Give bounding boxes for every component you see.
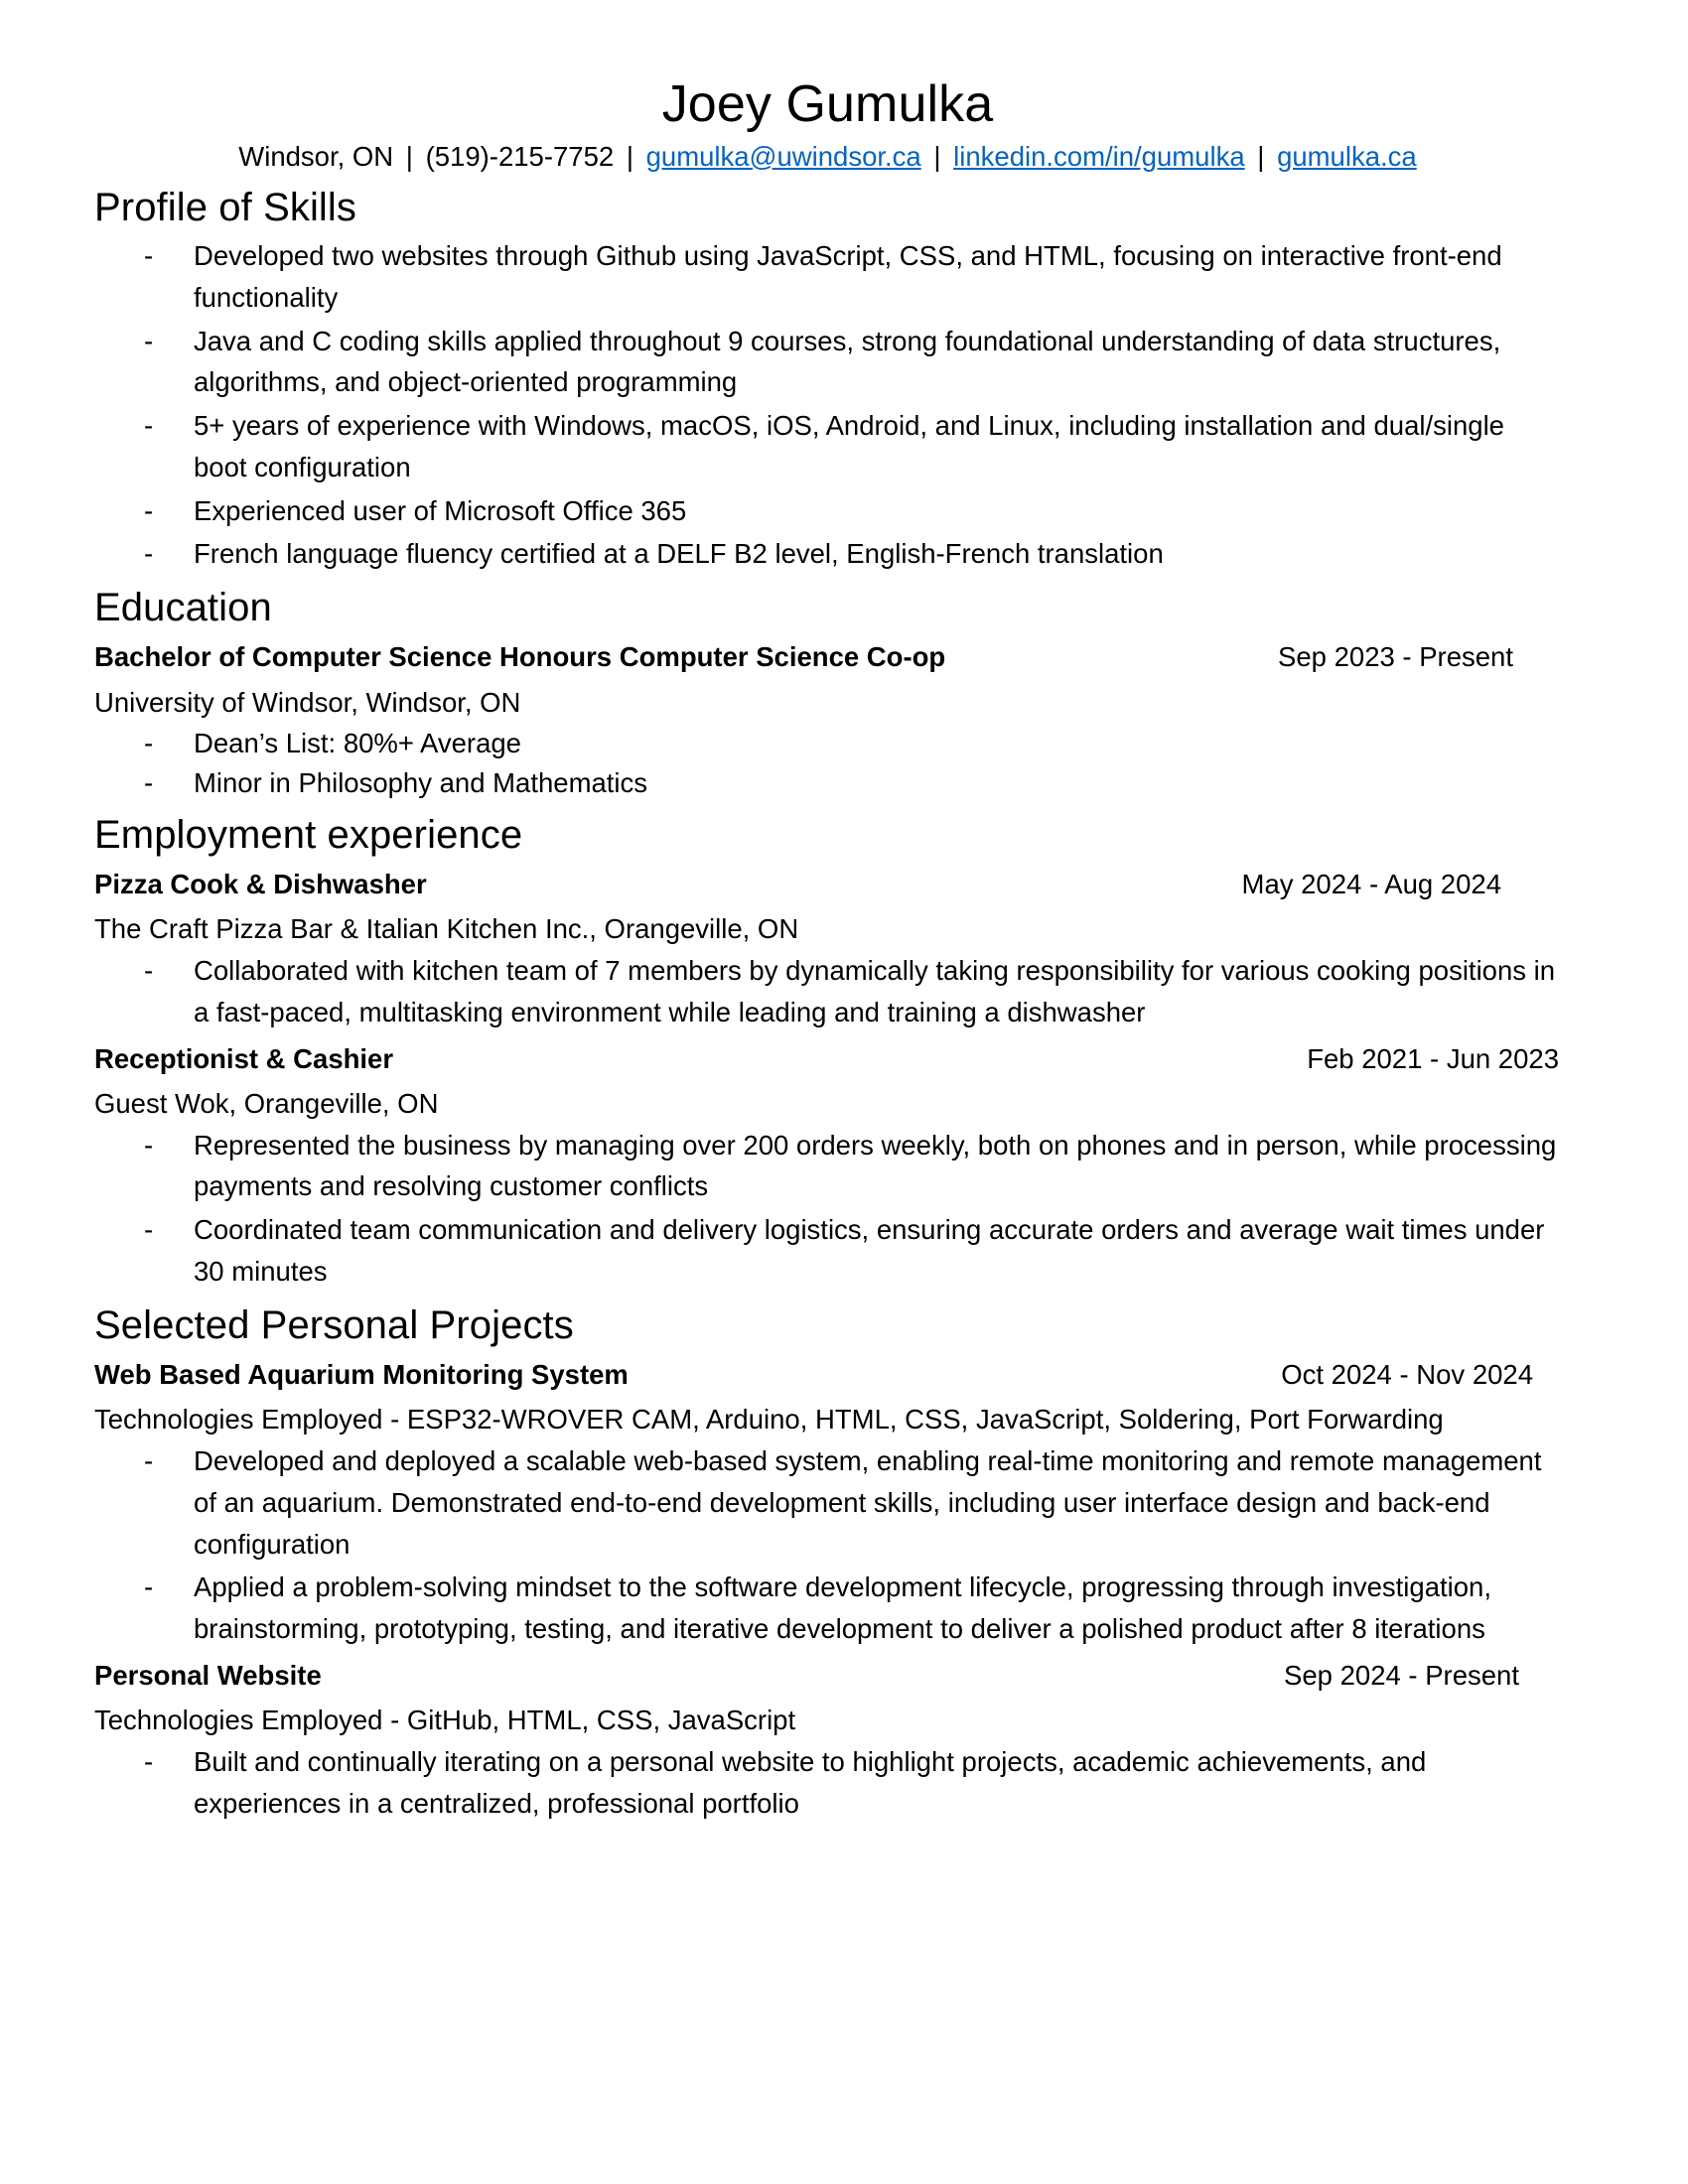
bullet-dash-icon: - bbox=[144, 1571, 154, 1603]
bullet-text: Java and C coding skills applied throughout 9 courses, strong foundational understanding of data structures, algorithms, and object-oriented programming bbox=[194, 325, 1501, 398]
bullet-text: French language fluency certified at a DELF B2 level, English-French translation bbox=[194, 538, 1164, 570]
section-heading-profile: Profile of Skills bbox=[94, 185, 357, 229]
employer-name: Guest Wok, Orangeville, ON bbox=[94, 1087, 439, 1119]
bullet-dash-icon: - bbox=[144, 538, 154, 570]
employment-entry-header bbox=[94, 865, 1561, 903]
bullet-text: Coordinated team communication and delivery logistics, ensuring accurate orders and average wait times under 30 minutes bbox=[194, 1214, 1545, 1288]
bullet-dash-icon: - bbox=[144, 410, 154, 442]
project-entry-header bbox=[94, 1355, 1561, 1394]
education-institution: University of Windsor, Windsor, ON bbox=[94, 686, 521, 718]
profile-bullet-list bbox=[94, 235, 1561, 575]
list-item bbox=[94, 533, 1561, 575]
list-item bbox=[94, 1741, 1561, 1825]
bullet-dash-icon: - bbox=[144, 954, 154, 986]
contact-phone: (519)-215-7752 bbox=[425, 140, 615, 172]
list-item bbox=[94, 490, 1561, 532]
education-entry-header bbox=[94, 637, 1561, 676]
bullet-text: Built and continually iterating on a personal website to highlight projects, academic achievements, and experiences in a centralized, professional portfolio bbox=[194, 1746, 1427, 1819]
bullet-dash-icon: - bbox=[144, 766, 154, 798]
employment-bullet-list bbox=[94, 1125, 1561, 1293]
project-technologies: Technologies Employed - ESP32-WROVER CAM, Arduino, HTML, CSS, JavaScript, Soldering, Port Forwarding bbox=[94, 1404, 1444, 1435]
bullet-text: Developed two websites through Github using JavaScript, CSS, and HTML, focusing on interactive front-end functionality bbox=[194, 239, 1502, 313]
bullet-text: Minor in Philosophy and Mathematics bbox=[194, 766, 648, 798]
list-item bbox=[94, 1125, 1561, 1208]
job-date: May 2024 - Aug 2024 bbox=[1241, 868, 1501, 899]
employment-entry-header bbox=[94, 1039, 1561, 1078]
project-entry-header bbox=[94, 1656, 1561, 1695]
employment-bullet-list bbox=[94, 950, 1561, 1033]
contact-line bbox=[94, 138, 1561, 175]
contact-separator: | bbox=[405, 140, 413, 172]
bullet-dash-icon: - bbox=[144, 1445, 154, 1477]
list-item bbox=[94, 763, 1561, 802]
bullet-dash-icon: - bbox=[144, 1746, 154, 1778]
education-degree: Bachelor of Computer Science Honours Computer Science Co-op bbox=[94, 641, 946, 673]
bullet-text: Experienced user of Microsoft Office 365 bbox=[194, 494, 687, 526]
education-bullet-list bbox=[94, 724, 1561, 802]
project-bullet-list bbox=[94, 1741, 1561, 1825]
project-date: Sep 2024 - Present bbox=[1284, 1660, 1519, 1692]
list-item bbox=[94, 950, 1561, 1033]
project-bullet-list bbox=[94, 1440, 1561, 1650]
list-item bbox=[94, 1209, 1561, 1293]
bullet-text: Developed and deployed a scalable web-based system, enabling real-time monitoring and remote management of an aquarium. Demonstrated end-to-end development skills, including user interface design and back-end configuration bbox=[194, 1445, 1542, 1560]
education-date: Sep 2023 - Present bbox=[1278, 641, 1513, 673]
section-heading-employment: Employment experience bbox=[94, 812, 523, 857]
project-title: Web Based Aquarium Monitoring System bbox=[94, 1359, 629, 1390]
list-item bbox=[94, 1567, 1561, 1650]
job-title: Pizza Cook & Dishwasher bbox=[94, 868, 427, 899]
contact-separator: | bbox=[626, 140, 633, 172]
list-item bbox=[94, 235, 1561, 319]
project-date: Oct 2024 - Nov 2024 bbox=[1281, 1359, 1533, 1390]
candidate-name: Joey Gumulka bbox=[661, 75, 994, 133]
section-heading-education: Education bbox=[94, 586, 272, 630]
job-date: Feb 2021 - Jun 2023 bbox=[1307, 1042, 1559, 1074]
bullet-dash-icon: - bbox=[144, 239, 154, 271]
contact-separator: | bbox=[933, 140, 941, 172]
bullet-text: Collaborated with kitchen team of 7 members by dynamically taking responsibility for various cooking positions in a fast-paced, multitasking environment while leading and training a dishwasher bbox=[194, 954, 1556, 1027]
bullet-text: 5+ years of experience with Windows, macOS, iOS, Android, and Linux, including installation and dual/single boot configuration bbox=[194, 410, 1504, 482]
employer-name: The Craft Pizza Bar & Italian Kitchen Inc., Orangeville, ON bbox=[94, 912, 799, 944]
project-technologies: Technologies Employed - GitHub, HTML, CSS, JavaScript bbox=[94, 1705, 796, 1736]
job-title: Receptionist & Cashier bbox=[94, 1042, 394, 1074]
bullet-dash-icon: - bbox=[144, 1129, 154, 1160]
bullet-dash-icon: - bbox=[144, 1214, 154, 1246]
bullet-dash-icon: - bbox=[144, 325, 154, 356]
list-item bbox=[94, 724, 1561, 762]
bullet-dash-icon: - bbox=[144, 494, 154, 526]
project-title: Personal Website bbox=[94, 1660, 322, 1692]
list-item bbox=[94, 1440, 1561, 1565]
list-item bbox=[94, 405, 1561, 488]
contact-location: Windsor, ON bbox=[238, 140, 394, 172]
section-heading-projects: Selected Personal Projects bbox=[94, 1302, 574, 1347]
website-link[interactable]: gumulka.ca bbox=[1277, 140, 1417, 172]
bullet-text: Represented the business by managing over 200 orders weekly, both on phones and in person, while processing payments and resolving customer conflicts bbox=[194, 1129, 1557, 1202]
bullet-text: Dean’s List: 80%+ Average bbox=[194, 727, 521, 758]
bullet-dash-icon: - bbox=[144, 727, 154, 758]
linkedin-link[interactable]: linkedin.com/in/gumulka bbox=[953, 140, 1245, 172]
list-item bbox=[94, 321, 1561, 404]
bullet-text: Applied a problem-solving mindset to the software development lifecycle, progressing through investigation, brainstorming, prototyping, testing, and iterative development to deliver a polished product after 8 iterations bbox=[194, 1571, 1491, 1645]
contact-separator: | bbox=[1257, 140, 1265, 172]
email-link[interactable]: gumulka@uwindsor.ca bbox=[645, 140, 921, 172]
